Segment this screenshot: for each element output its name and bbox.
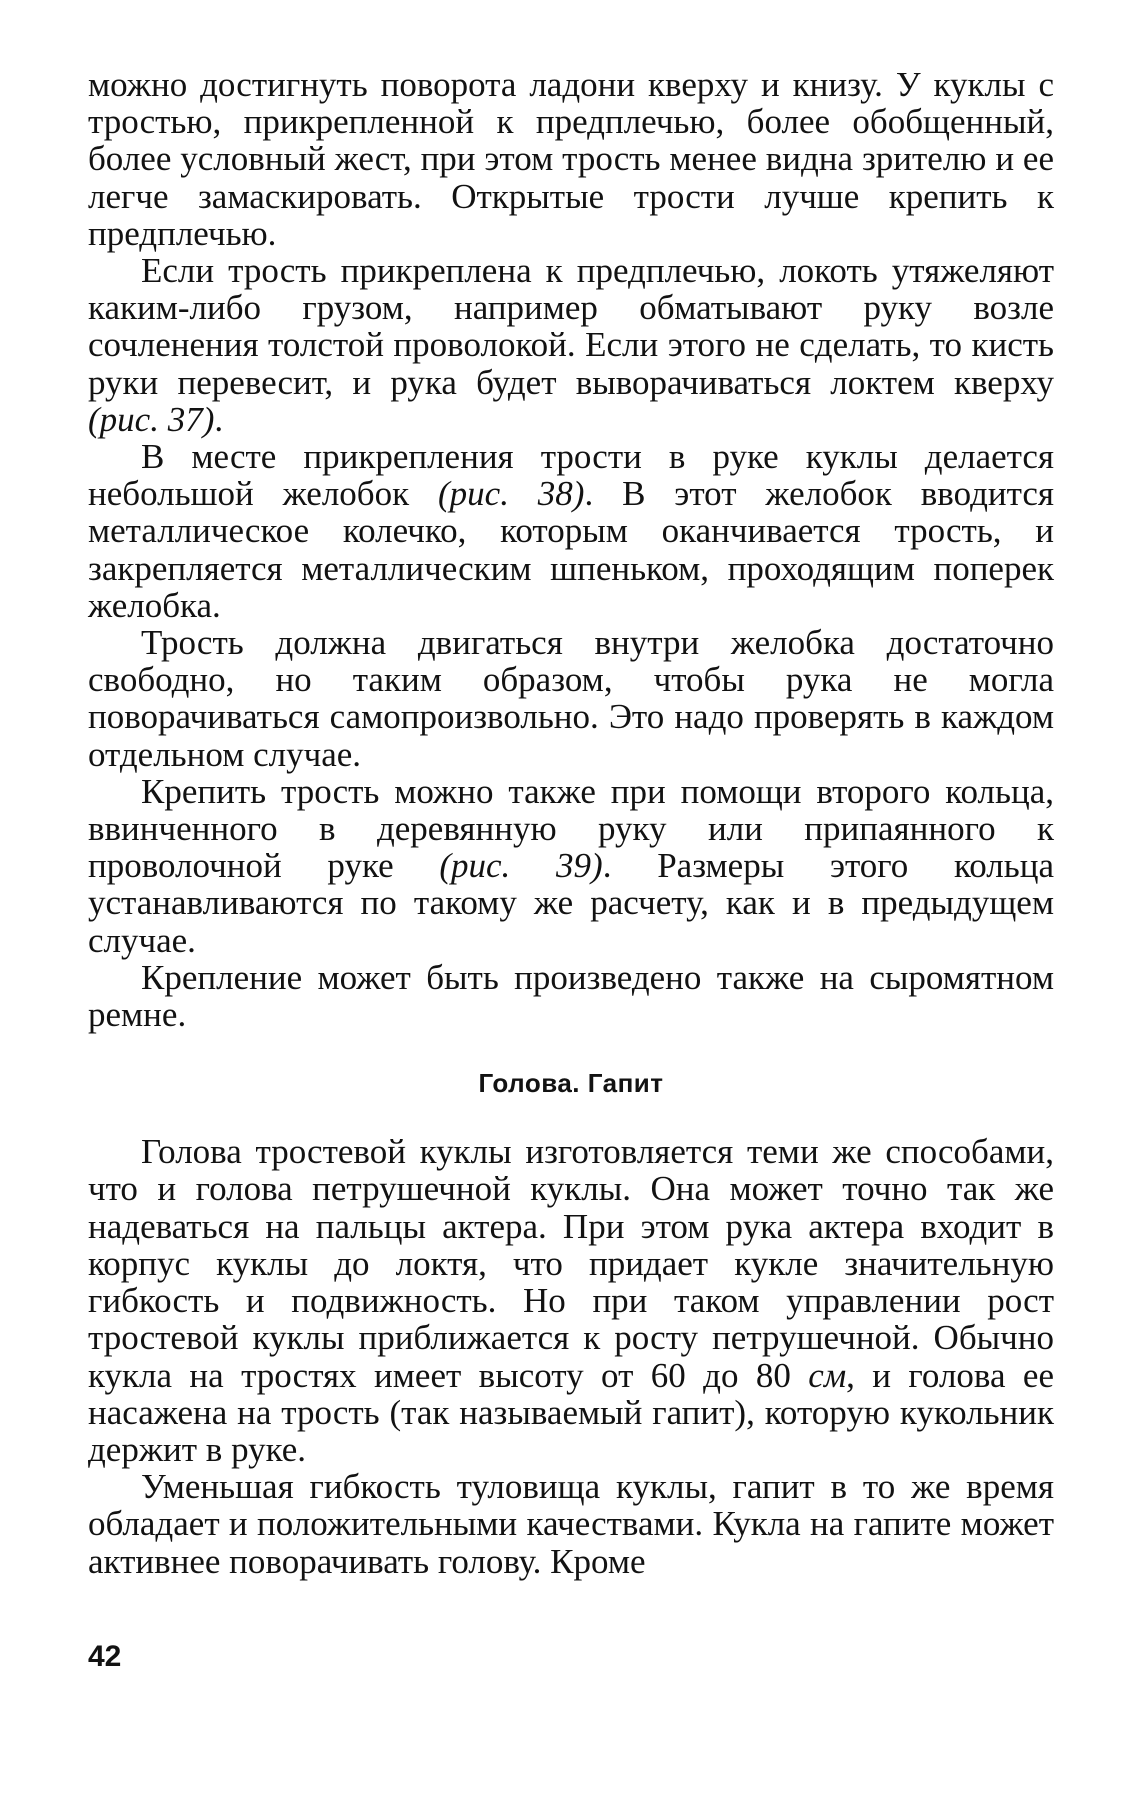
page-number: 42 <box>88 1640 122 1673</box>
paragraph-1 <box>88 66 1054 252</box>
paragraph-3-text: В месте прикрепления трости в руке куклы делается небольшой желобок <box>88 437 1054 514</box>
paragraph-8-text: Уменьшая гибкость туловища куклы, гапит в то же время обладает и положительными качествами. Кукла на гапите может активнее поворачивать голову. Кроме <box>88 1467 1054 1581</box>
paragraph-4 <box>88 624 1054 773</box>
paragraph-5-text: Крепить трость можно также при помощи второго кольца, ввинченного в деревянную руку или припаянного к проволочной руке <box>88 771 1054 886</box>
paragraph-5-tail: . Размеры этого кольца устанавливаются по такому же расчету, как и в предыдущем случае. <box>88 846 1054 960</box>
paragraph-6-text: Крепление может быть произведено также на сыромятном ремне. <box>88 957 1054 1035</box>
paragraph-2 <box>88 252 1054 438</box>
paragraph-8 <box>88 1468 1054 1580</box>
paragraph-2-text: Если трость прикреплена к предплечью, локоть утяжеляют каким-либо грузом, например обматывают руку возле сочленения толстой проволокой. Если этого не сделать, то кисть руки перевесит, и рука будет выворачиваться локтем кверху <box>88 251 1054 402</box>
unit-cm: см <box>808 1355 847 1395</box>
paragraph-5 <box>88 773 1054 959</box>
paragraph-7-tail: , и голова ее насажена на трость (так называемый гапит), которую кукольник держит в руке. <box>88 1355 1054 1469</box>
section-heading: Голова. Гапит <box>478 1068 664 1099</box>
page-text <box>88 66 1054 1580</box>
paragraph-7-text: Голова тростевой куклы изготовляется теми же способами, что и голова петрушечной куклы. Она может точно так же надеваться на пальцы актера. При этом рука актера входит в корпус куклы до локтя, что придает кукле значительную гибкость и подвижность. Но при таком управлении рост тростевой куклы приближается к росту петрушечной. Обычно кукла на тростях имеет высоту от 60 до 80 <box>88 1132 1054 1395</box>
paragraph-4-text: Трость должна двигаться внутри желобка достаточно свободно, но таким образом, чтобы рука не могла поворачиваться самопроизвольно. Это надо проверять в каждом отдельном случае. <box>88 623 1054 774</box>
paragraph-3-tail: . В этот желобок вводится металлическое колечко, которым оканчивается трость, и закрепляется металлическим шпеньком, проходящим поперек желобка. <box>88 474 1054 625</box>
paragraph-1-text: можно достигнуть поворота ладони кверху и книзу. У куклы с тростью, прикрепленной к предплечью, более обобщенный, более условный жест, при этом трость менее видна зрителю и ее легче замаскировать. Открытые трости лучше крепить к предплечью. <box>88 65 1054 253</box>
paragraph-3 <box>88 438 1054 624</box>
figure-reference-38: (рис. 38) <box>438 474 585 514</box>
figure-reference-37: (рис. 37) <box>88 399 215 439</box>
paragraph-2-tail: . <box>214 399 224 439</box>
paragraph-6 <box>88 959 1054 1033</box>
paragraph-7 <box>88 1133 1054 1468</box>
figure-reference-39: (рис. 39) <box>439 846 603 886</box>
